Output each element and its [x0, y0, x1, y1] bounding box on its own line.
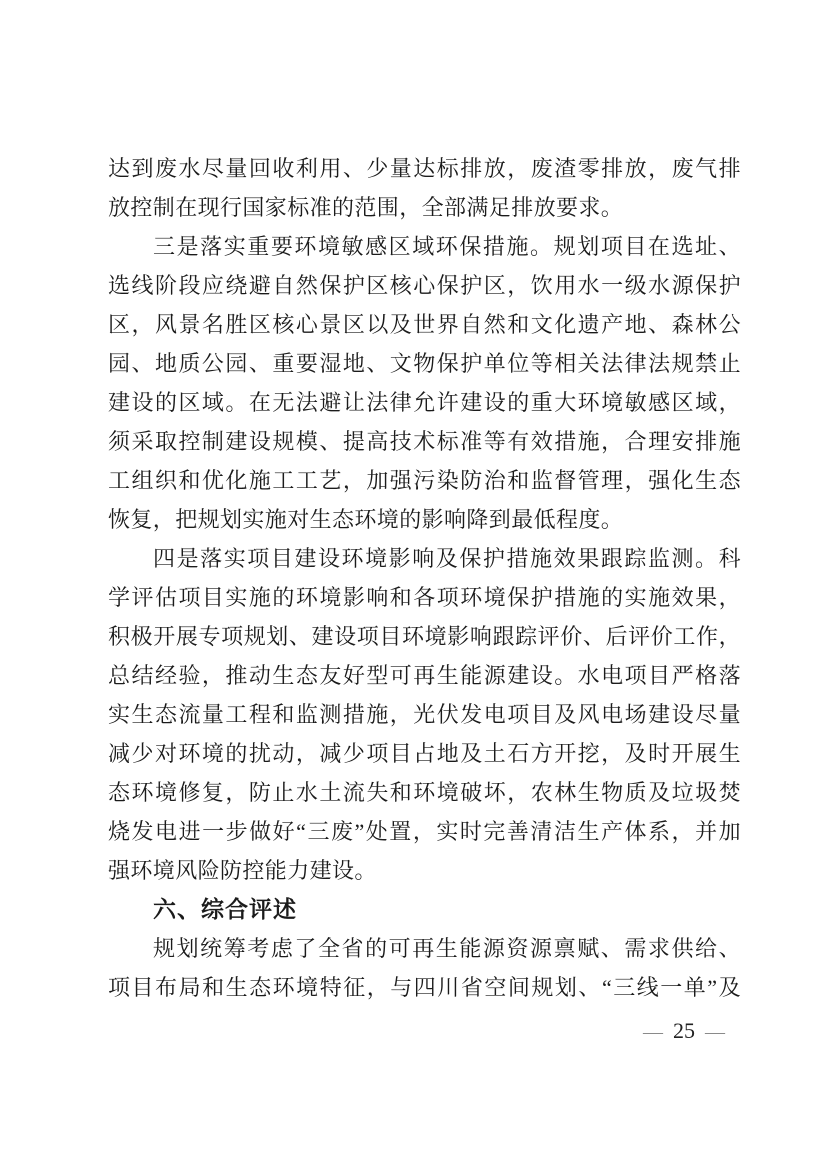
text-line: 规划统筹考虑了全省的可再生能源资源禀赋、需求供给、: [153, 936, 741, 961]
document-body: [108, 149, 741, 1050]
text-line: 减少对环境的扰动，减少项目占地及土石方开挖，及时开展生: [108, 741, 741, 766]
text-line: 四是落实项目建设环境影响及保护措施效果跟踪监测。科: [153, 546, 741, 571]
text-line: 积极开展专项规划、建设项目环境影响跟踪评价、后评价工作，: [108, 624, 741, 649]
text-line: 总结经验，推动生态友好型可再生能源建设。水电项目严格落: [108, 663, 741, 688]
text-line: 项目布局和生态环境特征，与四川省空间规划、“三线一单”及: [108, 975, 741, 1000]
text-line: 学评估项目实施的环境影响和各项环境保护措施的实施效果，: [108, 585, 741, 610]
section-heading-text: 六、综合评述: [153, 896, 297, 922]
section-heading: [108, 890, 741, 929]
text-line: 三是落实重要环境敏感区域环保措施。规划项目在选址、: [153, 234, 741, 259]
paragraph: [108, 929, 741, 1007]
text-line: 放控制在现行国家标准的范围，全部满足排放要求。: [108, 195, 624, 220]
page-number-dash-left: —: [643, 1021, 663, 1043]
paragraph: [108, 149, 741, 227]
text-line: 恢复，把规划实施对生态环境的影响降到最低程度。: [108, 507, 624, 532]
text-line: 区，风景名胜区核心景区以及世界自然和文化遗产地、森林公: [108, 312, 741, 337]
text-line: 达到废水尽量回收利用、少量达标排放，废渣零排放，废气排: [108, 156, 741, 181]
text-line: 须采取控制建设规模、提高技术标准等有效措施，合理安排施: [108, 429, 741, 454]
text-line: 工组织和优化施工工艺，加强污染防治和监督管理，强化生态: [108, 468, 741, 493]
text-line: 态环境修复，防止水土流失和环境破坏，农林生物质及垃圾焚: [108, 780, 741, 805]
text-line: 选线阶段应绕避自然保护区核心保护区，饮用水一级水源保护: [108, 273, 741, 298]
text-line: 实生态流量工程和监测措施，光伏发电项目及风电场建设尽量: [108, 702, 741, 727]
paragraph: [108, 539, 741, 890]
text-line: 建设的区域。在无法避让法律允许建设的重大环境敏感区域，: [108, 390, 741, 415]
text-line: 园、地质公园、重要湿地、文物保护单位等相关法律法规禁止: [108, 351, 741, 376]
text-line: 烧发电进一步做好“三废”处置，实时完善清洁生产体系，并加: [108, 819, 741, 844]
paragraph: [108, 227, 741, 539]
text-line: 强环境风险防控能力建设。: [108, 858, 377, 883]
page-number-dash-right: —: [705, 1021, 725, 1043]
page-number-value: 25: [673, 1018, 695, 1043]
page-number: [108, 1011, 741, 1050]
